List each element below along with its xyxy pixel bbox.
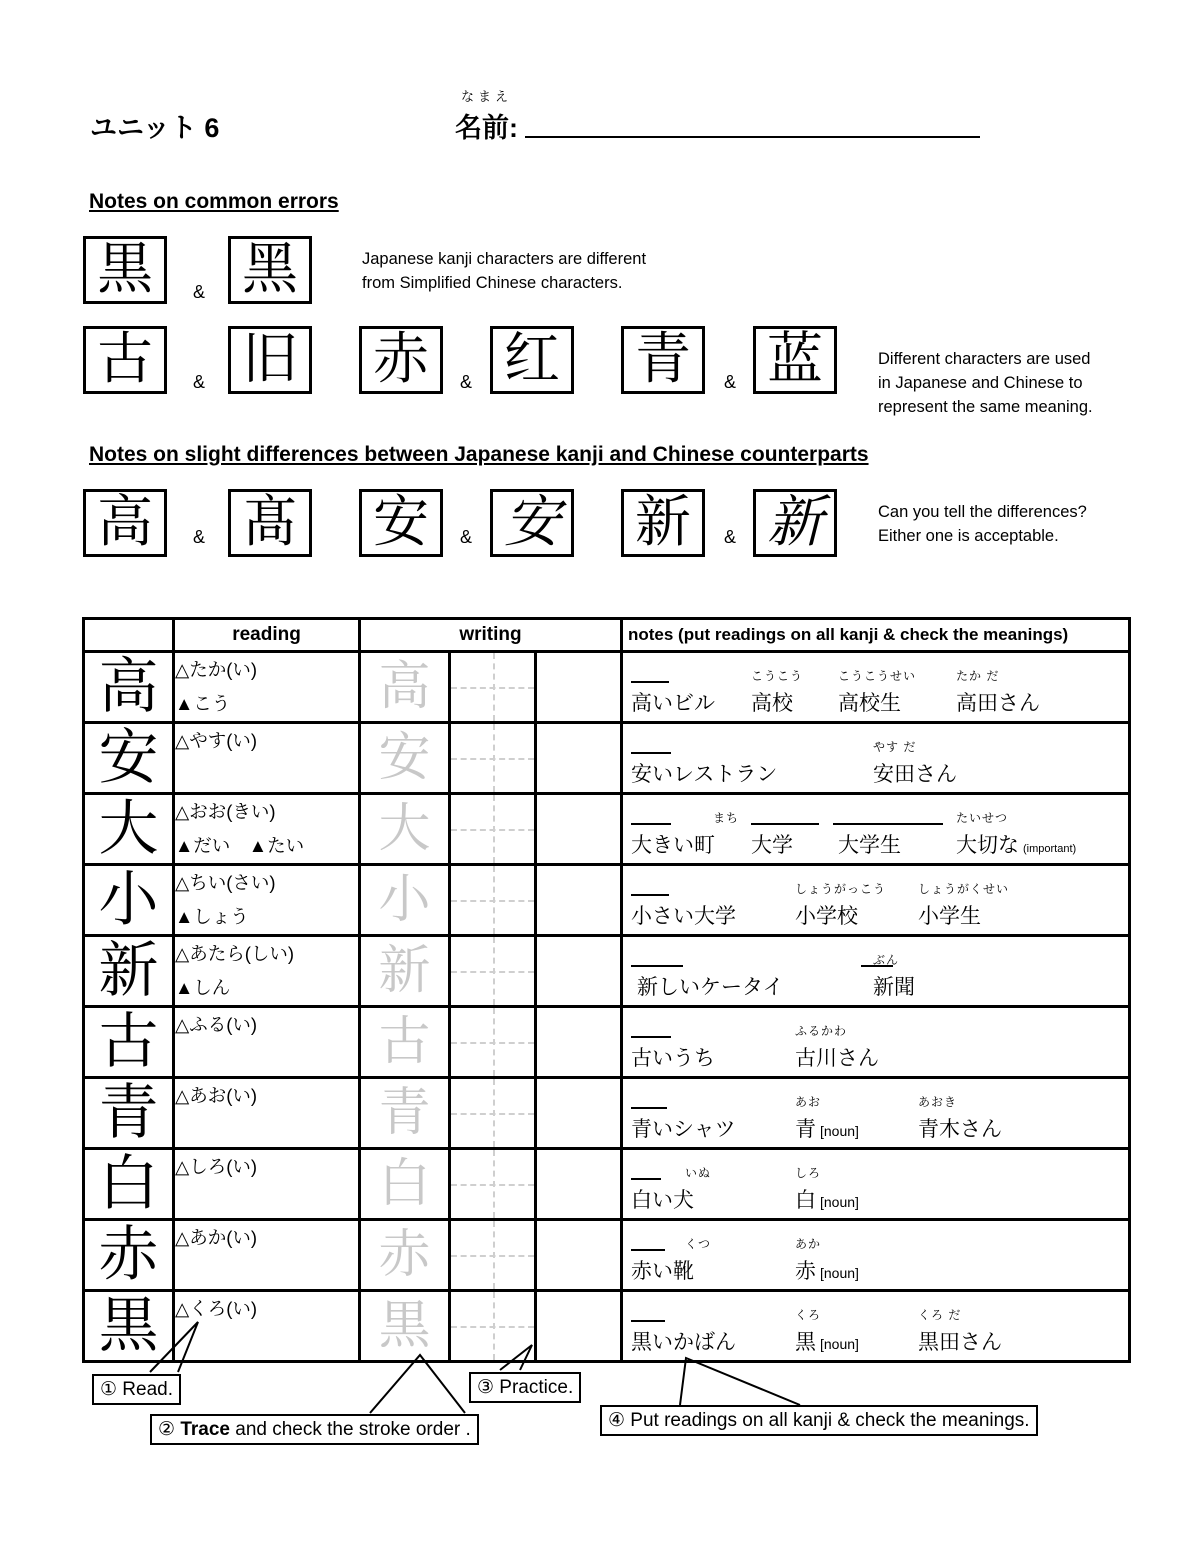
kanji-cell: 白 — [84, 1149, 174, 1220]
kanji-box: 高 — [83, 489, 167, 557]
on-reading: ▲しん — [175, 977, 231, 998]
on-reading: ▲しょう — [175, 906, 249, 927]
furigana: こうこうせい — [838, 669, 917, 683]
example-text: 小学校 — [795, 905, 858, 928]
kanji-box: 黑 — [228, 236, 312, 304]
trace-cell[interactable]: 高 — [360, 652, 450, 723]
name-label: 名前: — [455, 113, 518, 143]
example-text: 安田さん — [873, 763, 957, 786]
kanji-cell: 黒 — [84, 1291, 174, 1362]
kanji-box: 蓝 — [753, 326, 837, 394]
example-text: 高田さん — [956, 692, 1040, 715]
kanji-box: 古 — [83, 326, 167, 394]
kanji-box: 黒 — [83, 236, 167, 304]
furigana: たいせつ — [956, 811, 1009, 825]
example-tag: [noun] — [820, 1265, 859, 1281]
example-text: 赤い靴 — [631, 1260, 694, 1283]
kun-reading: △あたら(しい) — [175, 943, 295, 964]
trace-cell[interactable]: 青 — [360, 1078, 450, 1149]
example-text: 黒田さん — [918, 1331, 1002, 1354]
kun-reading: △おお(きい) — [175, 801, 276, 822]
kanji-box: 髙 — [228, 489, 312, 557]
kanji-box: 新 — [621, 489, 705, 557]
kun-reading: △たか(い) — [175, 659, 258, 680]
furigana: あか — [795, 1237, 822, 1251]
furigana: たか だ — [956, 669, 1000, 683]
ampersand: & — [460, 527, 473, 547]
trace-cell[interactable]: 大 — [360, 794, 450, 865]
trace-cell[interactable]: 安 — [360, 723, 450, 794]
ampersand: & — [193, 282, 206, 302]
kanji-box: 安 — [359, 489, 443, 557]
callout-trace-number: ② — [158, 1419, 176, 1440]
diff-section-title: Notes on slight differences between Japanese kanji and Chinese counterparts — [89, 443, 869, 466]
example-tag: (important) — [1023, 843, 1077, 855]
kun-reading: △くろ(い) — [175, 1298, 258, 1319]
furigana: まち — [713, 811, 740, 825]
kanji-cell: 安 — [84, 723, 174, 794]
errors-note-2: Different characters are used in Japanese and Chinese to represent the same meaning. — [878, 350, 1093, 416]
trace-cell[interactable]: 小 — [360, 865, 450, 936]
kun-reading: △ちい(さい) — [175, 872, 276, 893]
example-text: 新しいケータイ — [637, 976, 784, 999]
callout-notes: ④ Put readings on all kanji & check the meanings. — [600, 1405, 1038, 1436]
furigana: くろ — [795, 1308, 822, 1322]
kun-reading: △しろ(い) — [175, 1156, 258, 1177]
example-text: 高校生 — [838, 692, 901, 715]
kanji-cell: 青 — [84, 1078, 174, 1149]
name-ruby: なまえ — [461, 89, 513, 104]
furigana: やす だ — [873, 740, 917, 754]
example-text: 赤 — [795, 1260, 816, 1283]
furigana: あおき — [918, 1095, 958, 1109]
unit-title: ユニット 6 — [90, 113, 220, 143]
kanji-cell: 小 — [84, 865, 174, 936]
furigana: ぶん — [873, 953, 900, 967]
kun-reading: △あか(い) — [175, 1227, 258, 1248]
diff-note: Can you tell the differences? Either one is acceptable. — [878, 503, 1087, 545]
furigana: こうこう — [751, 669, 804, 683]
kun-reading: △やす(い) — [175, 730, 258, 751]
ampersand: & — [724, 372, 737, 392]
header-reading: reading — [174, 619, 360, 652]
example-text: 新聞 — [873, 976, 915, 999]
example-tag: [noun] — [820, 1336, 859, 1352]
example-text: 青木さん — [918, 1118, 1002, 1141]
trace-cell[interactable]: 新 — [360, 936, 450, 1007]
kanji-cell: 赤 — [84, 1220, 174, 1291]
kanji-cell: 大 — [84, 794, 174, 865]
furigana: しろ — [795, 1166, 822, 1180]
example-text: 古いうち — [631, 1047, 715, 1070]
example-text: 白い犬 — [631, 1189, 694, 1212]
kanji-box: 新 — [753, 489, 837, 557]
kanji-box: 青 — [621, 326, 705, 394]
kun-reading: △あお(い) — [175, 1085, 258, 1106]
trace-cell[interactable]: 古 — [360, 1007, 450, 1078]
kanji-cell: 新 — [84, 936, 174, 1007]
ampersand: & — [724, 527, 737, 547]
furigana: くつ — [685, 1237, 712, 1251]
example-text: 高いビル — [631, 692, 715, 715]
errors-note-1: Japanese kanji characters are different from Simplified Chinese characters. — [362, 250, 647, 292]
ampersand: & — [193, 372, 206, 392]
on-reading: ▲だい ▲たい — [175, 835, 305, 856]
furigana: しょうがくせい — [918, 882, 1010, 896]
kanji-cell: 古 — [84, 1007, 174, 1078]
example-text: 大切な — [956, 834, 1019, 857]
trace-cell[interactable]: 白 — [360, 1149, 450, 1220]
header-writing: writing — [360, 619, 622, 652]
example-text: 黒いかばん — [631, 1331, 736, 1354]
example-text: 大きい町 — [631, 834, 715, 857]
furigana: あお — [795, 1095, 822, 1109]
example-text: 小さい大学 — [631, 905, 736, 928]
example-text: 青 — [795, 1118, 816, 1141]
example-text: 大学 — [751, 834, 793, 857]
ampersand: & — [460, 372, 473, 392]
trace-cell[interactable]: 黒 — [360, 1291, 450, 1362]
example-text: 安いレストラン — [631, 763, 778, 786]
kanji-box: 安 — [490, 489, 574, 557]
kanji-box: 红 — [490, 326, 574, 394]
example-tag: [noun] — [820, 1194, 859, 1210]
on-reading: ▲こう — [175, 693, 231, 714]
callout-read: ① Read. — [92, 1374, 181, 1405]
furigana: いぬ — [685, 1166, 712, 1180]
furigana: くろ だ — [918, 1308, 962, 1322]
trace-cell[interactable]: 赤 — [360, 1220, 450, 1291]
header-notes: notes (put readings on all kanji & check the meanings) — [622, 619, 1130, 652]
kun-reading: △ふる(い) — [175, 1014, 258, 1035]
example-text: 白 — [795, 1189, 816, 1212]
kanji-cell: 高 — [84, 652, 174, 723]
callout-trace-bold: Trace — [180, 1419, 230, 1440]
example-text: 大学生 — [838, 834, 901, 857]
example-text: 小学生 — [918, 905, 981, 928]
ampersand: & — [193, 527, 206, 547]
furigana: ふるかわ — [795, 1024, 848, 1038]
furigana: しょうがっこう — [795, 882, 887, 896]
callout-practice: ③ Practice. — [469, 1372, 581, 1403]
kanji-box: 赤 — [359, 326, 443, 394]
example-text: 高校 — [751, 692, 793, 715]
callout-trace — [150, 1414, 479, 1445]
kanji-box: 旧 — [228, 326, 312, 394]
example-text: 黒 — [795, 1331, 816, 1354]
example-text: 古川さん — [795, 1047, 879, 1070]
example-tag: [noun] — [820, 1123, 859, 1139]
example-text: 青いシャツ — [631, 1118, 736, 1141]
callout-trace-text: and check the stroke order . — [235, 1419, 471, 1440]
errors-section-title: Notes on common errors — [89, 190, 339, 213]
